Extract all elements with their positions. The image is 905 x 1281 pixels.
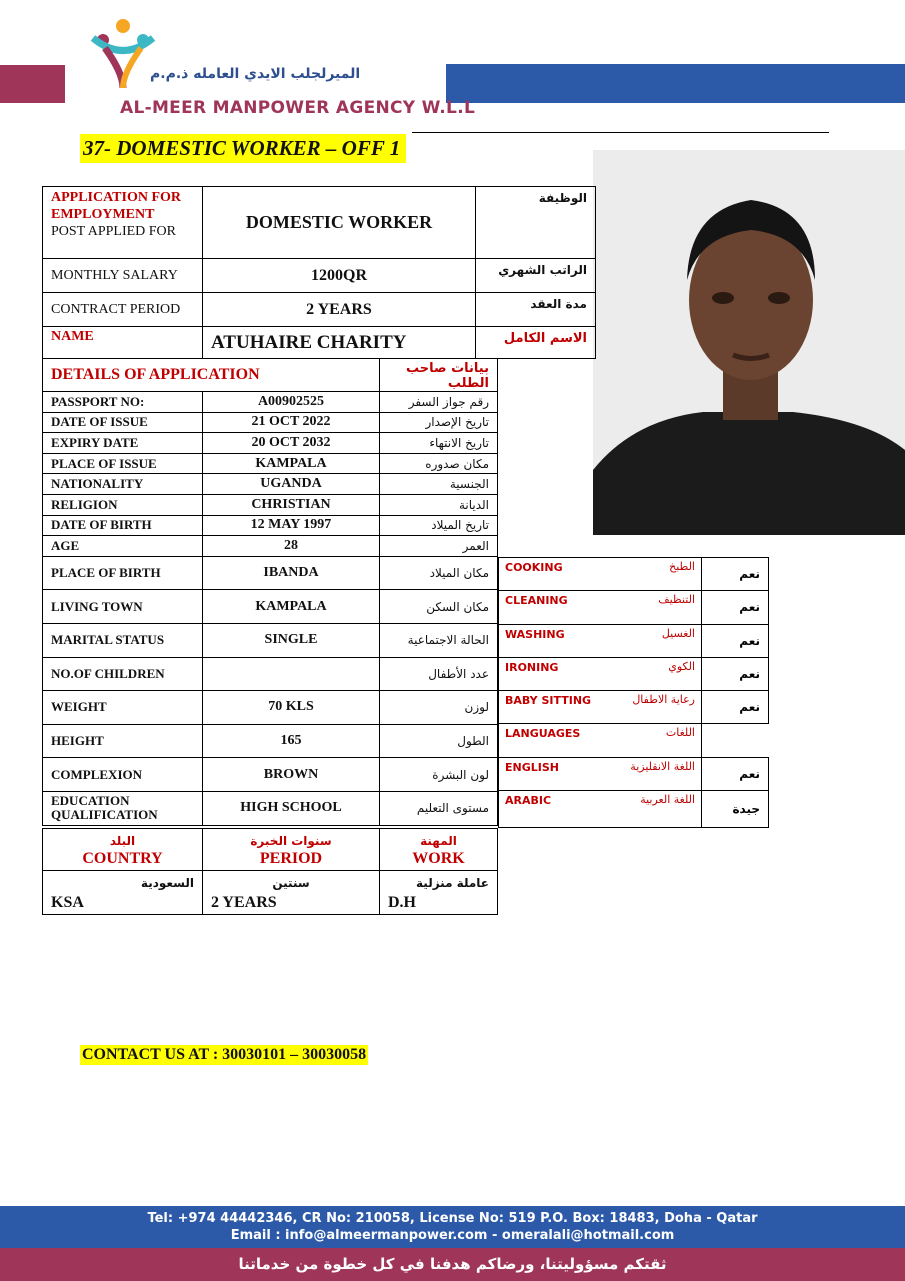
detail-value: SINGLE: [203, 623, 380, 657]
salary-label-ar: الراتب الشهري: [476, 259, 596, 293]
country-header-ar: البلد: [109, 833, 136, 848]
skill-answer: [702, 724, 769, 757]
detail-value: 12 MAY 1997: [203, 515, 380, 536]
detail-row: [43, 623, 498, 657]
skill-cell: [499, 757, 702, 790]
applicant-photo: [593, 150, 905, 535]
skill-name: ENGLISH: [505, 760, 559, 774]
skill-cell: [499, 691, 702, 724]
skill-answer: جيدة: [702, 791, 769, 828]
detail-row: [43, 515, 498, 536]
experience-period-cell: [203, 871, 380, 915]
detail-value: A00902525: [203, 392, 380, 413]
detail-label-ar: الحالة الاجتماعية: [380, 623, 498, 657]
skill-name: BABY SITTING: [505, 694, 592, 708]
skill-row: [499, 624, 769, 657]
page-title: 37- DOMESTIC WORKER – OFF 1: [80, 134, 406, 163]
detail-label: WEIGHT: [43, 691, 203, 725]
skill-cell: [499, 791, 702, 828]
detail-label: PASSPORT NO:: [43, 392, 203, 413]
detail-value: BROWN: [203, 758, 380, 792]
detail-label-ar: مكان الميلاد: [380, 556, 498, 590]
skill-name: WASHING: [505, 627, 565, 641]
work-header: [380, 829, 498, 871]
footer-line-2: Email : info@almeermanpower.com - omeralali@hotmail.com: [230, 1228, 675, 1243]
detail-label-ar: مستوى التعليم: [380, 791, 498, 825]
skill-name-ar: رعاية الاطفال: [632, 693, 695, 707]
logo-arabic-text: الميرلجلب الايدي العامله ذ.م.م: [150, 66, 361, 82]
detail-label: AGE: [43, 536, 203, 557]
detail-value: 70 KLS: [203, 691, 380, 725]
detail-row: [43, 590, 498, 624]
detail-label: RELIGION: [43, 494, 203, 515]
contract-label-ar: مدة العقد: [476, 293, 596, 327]
detail-label-ar: الطول: [380, 724, 498, 758]
detail-row: [43, 724, 498, 758]
skill-cell: [499, 657, 702, 690]
skill-answer: نعم: [702, 558, 769, 591]
country-header: [43, 829, 203, 871]
detail-label: NATIONALITY: [43, 474, 203, 495]
details-table: [42, 358, 498, 826]
name-label: NAME: [43, 327, 203, 359]
experience-period-ar: سنتين: [272, 875, 310, 890]
details-heading-ar: بيانات صاحب الطلب: [380, 359, 498, 392]
footer-slogan: ثقتكم مسؤوليتنا، ورضاكم هدفنا في كل خطوة من خدماتنا: [0, 1248, 905, 1281]
skill-name: ARABIC: [505, 794, 552, 808]
salary-value: 1200QR: [203, 259, 476, 293]
skill-row: [499, 558, 769, 591]
skill-row: [499, 791, 769, 828]
detail-label: COMPLEXION: [43, 758, 203, 792]
skill-cell: [499, 558, 702, 591]
detail-row: [43, 791, 498, 825]
detail-row: [43, 433, 498, 454]
name-label-ar: الاسم الكامل: [476, 327, 596, 359]
header-accent-bar-left: [0, 65, 65, 103]
contact-line: CONTACT US AT : 30030101 – 30030058: [82, 1046, 367, 1063]
detail-label-ar: الديانة: [380, 494, 498, 515]
detail-label-ar: الجنسية: [380, 474, 498, 495]
detail-row: [43, 758, 498, 792]
skill-cell: [499, 591, 702, 624]
detail-label-ar: لون البشرة: [380, 758, 498, 792]
skill-answer: نعم: [702, 757, 769, 790]
experience-work: D.H: [388, 893, 416, 911]
skill-row: [499, 724, 769, 757]
work-header-en: WORK: [412, 849, 465, 867]
name-value: ATUHAIRE CHARITY: [203, 327, 476, 359]
detail-label: PLACE OF ISSUE: [43, 453, 203, 474]
detail-value: KAMPALA: [203, 453, 380, 474]
detail-label-ar: تاريخ الانتهاء: [380, 433, 498, 454]
detail-value: 165: [203, 724, 380, 758]
detail-value: UGANDA: [203, 474, 380, 495]
skill-answer: نعم: [702, 591, 769, 624]
skill-name-ar: اللغات: [665, 726, 695, 740]
detail-row: [43, 556, 498, 590]
skill-answer: نعم: [702, 624, 769, 657]
detail-row: [43, 691, 498, 725]
detail-value: CHRISTIAN: [203, 494, 380, 515]
period-header-en: PERIOD: [259, 849, 323, 867]
detail-value: IBANDA: [203, 556, 380, 590]
period-header-ar: سنوات الخبرة: [250, 833, 332, 848]
detail-value: 21 OCT 2022: [203, 412, 380, 433]
application-top-table: [42, 186, 596, 359]
detail-row: [43, 392, 498, 413]
detail-label: MARITAL STATUS: [43, 623, 203, 657]
skill-name-ar: الطبخ: [669, 560, 695, 573]
footer-line-1: Tel: +974 44442346, CR No: 210058, License No: 519 P.O. Box: 18483, Doha - Qatar: [147, 1211, 758, 1226]
detail-label: DATE OF ISSUE: [43, 412, 203, 433]
detail-label-ar: رقم جواز السفر: [380, 392, 498, 413]
detail-label: DATE OF BIRTH: [43, 515, 203, 536]
details-heading: DETAILS OF APPLICATION: [43, 359, 380, 392]
experience-country-ar: السعودية: [140, 875, 194, 890]
detail-value: HIGH SCHOOL: [203, 791, 380, 825]
skill-name-ar: اللغة الانقليزية: [630, 759, 695, 773]
skill-name-ar: الغسيل: [661, 626, 695, 640]
title-rule: [412, 132, 829, 133]
application-label: APPLICATION FOR EMPLOYMENT: [51, 190, 182, 222]
detail-row: [43, 453, 498, 474]
detail-value: 28: [203, 536, 380, 557]
skill-cell: [499, 724, 702, 757]
skill-row: [499, 691, 769, 724]
header-accent-bar-right: [446, 64, 905, 103]
experience-work-cell: [380, 871, 498, 915]
logo-english-text: AL-MEER MANPOWER AGENCY W.L.L: [120, 98, 476, 118]
skill-answer: نعم: [702, 691, 769, 724]
detail-label: EXPIRY DATE: [43, 433, 203, 454]
detail-label-ar: عدد الأطفال: [380, 657, 498, 691]
period-header: [203, 829, 380, 871]
detail-label-ar: مكان السكن: [380, 590, 498, 624]
detail-value: 20 OCT 2032: [203, 433, 380, 454]
skill-name: COOKING: [505, 561, 563, 574]
skills-table: [498, 557, 769, 828]
post-applied-label: POST APPLIED FOR: [51, 224, 177, 239]
skill-row: [499, 757, 769, 790]
detail-label: EDUCATION QUALIFICATION: [43, 791, 203, 825]
detail-label-ar: تاريخ الميلاد: [380, 515, 498, 536]
skill-name-ar: الكوي: [668, 659, 695, 673]
skill-answer: نعم: [702, 657, 769, 690]
post-label-ar: الوظيفة: [476, 187, 596, 259]
experience-period: 2 YEARS: [211, 893, 277, 911]
detail-label: PLACE OF BIRTH: [43, 556, 203, 590]
experience-country: KSA: [51, 893, 84, 911]
detail-row: [43, 657, 498, 691]
skill-row: [499, 591, 769, 624]
skill-name: LANGUAGES: [505, 727, 581, 741]
detail-label: LIVING TOWN: [43, 590, 203, 624]
detail-label-ar: العمر: [380, 536, 498, 557]
detail-row: [43, 536, 498, 557]
detail-row: [43, 474, 498, 495]
skill-name: IRONING: [505, 660, 559, 674]
experience-country-cell: [43, 871, 203, 915]
detail-value: KAMPALA: [203, 590, 380, 624]
experience-work-ar: عاملة منزلية: [416, 875, 489, 890]
contract-label: CONTRACT PERIOD: [43, 293, 203, 327]
skill-name-ar: اللغة العربية: [640, 793, 695, 807]
skill-name-ar: التنظيف: [658, 593, 695, 607]
detail-label: HEIGHT: [43, 724, 203, 758]
experience-table: [42, 828, 498, 915]
detail-label-ar: لوزن: [380, 691, 498, 725]
detail-row: [43, 494, 498, 515]
detail-value: [203, 657, 380, 691]
post-label-cell: [43, 187, 203, 259]
detail-label: NO.OF CHILDREN: [43, 657, 203, 691]
country-header-en: COUNTRY: [82, 849, 163, 867]
skill-cell: [499, 624, 702, 657]
contract-value: 2 YEARS: [203, 293, 476, 327]
post-value: DOMESTIC WORKER: [203, 187, 476, 259]
skill-name: CLEANING: [505, 594, 568, 608]
detail-label-ar: تاريخ الإصدار: [380, 412, 498, 433]
salary-label: MONTHLY SALARY: [43, 259, 203, 293]
skill-row: [499, 657, 769, 690]
detail-row: [43, 412, 498, 433]
footer-info: [0, 1206, 905, 1248]
work-header-ar: المهنة: [420, 833, 457, 848]
detail-label-ar: مكان صدوره: [380, 453, 498, 474]
